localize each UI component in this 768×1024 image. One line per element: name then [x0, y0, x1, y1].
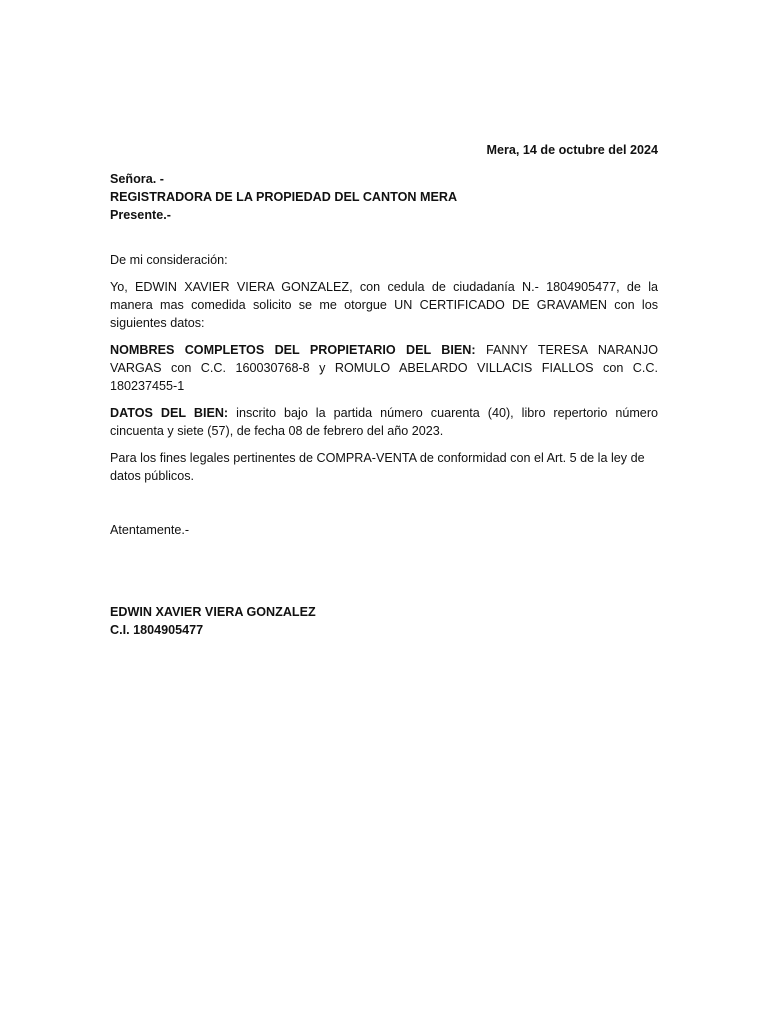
letter-date: Mera, 14 de octubre del 2024 — [486, 143, 658, 157]
property-label: DATOS DEL BIEN: — [110, 406, 229, 420]
purpose-paragraph: Para los fines legales pertinentes de COMPRA-VENTA de conformidad con el Art. 5 de la ley de datos públicos. — [110, 451, 645, 483]
recipient-block — [110, 170, 658, 224]
closing: Atentamente.- — [110, 523, 190, 537]
letter-page — [110, 141, 658, 639]
intro-paragraph: Yo, EDWIN XAVIER VIERA GONZALEZ, con cedula de ciudadanía N.- 1804905477, de la manera mas comedida solicito se me otorgue UN CERTIFICADO DE GRAVAMEN con los siguientes datos: — [110, 280, 658, 330]
greeting: De mi consideración: — [110, 253, 228, 267]
owners-paragraph — [110, 341, 658, 395]
owners-text: FANNY TERESA NARANJO VARGAS con C.C. 160030768-8 y ROMULO ABELARDO VILLACIS FIALLOS con C.C. 180237455-1 — [110, 343, 659, 393]
signature-id: C.I. 1804905477 — [110, 623, 204, 637]
property-text: inscrito bajo la partida número cuarenta (40), libro repertorio número cincuenta y siete (57), de fecha 08 de febrero del año 2023. — [110, 406, 659, 438]
recipient-salutation: Señora. - — [110, 172, 164, 186]
owners-label: NOMBRES COMPLETOS DEL PROPIETARIO DEL BIEN: — [110, 343, 476, 357]
signature-name: EDWIN XAVIER VIERA GONZALEZ — [110, 605, 316, 619]
property-paragraph — [110, 404, 658, 440]
signature-block — [110, 603, 658, 639]
recipient-presente: Presente.- — [110, 208, 171, 222]
recipient-title: REGISTRADORA DE LA PROPIEDAD DEL CANTON MERA — [110, 190, 458, 204]
